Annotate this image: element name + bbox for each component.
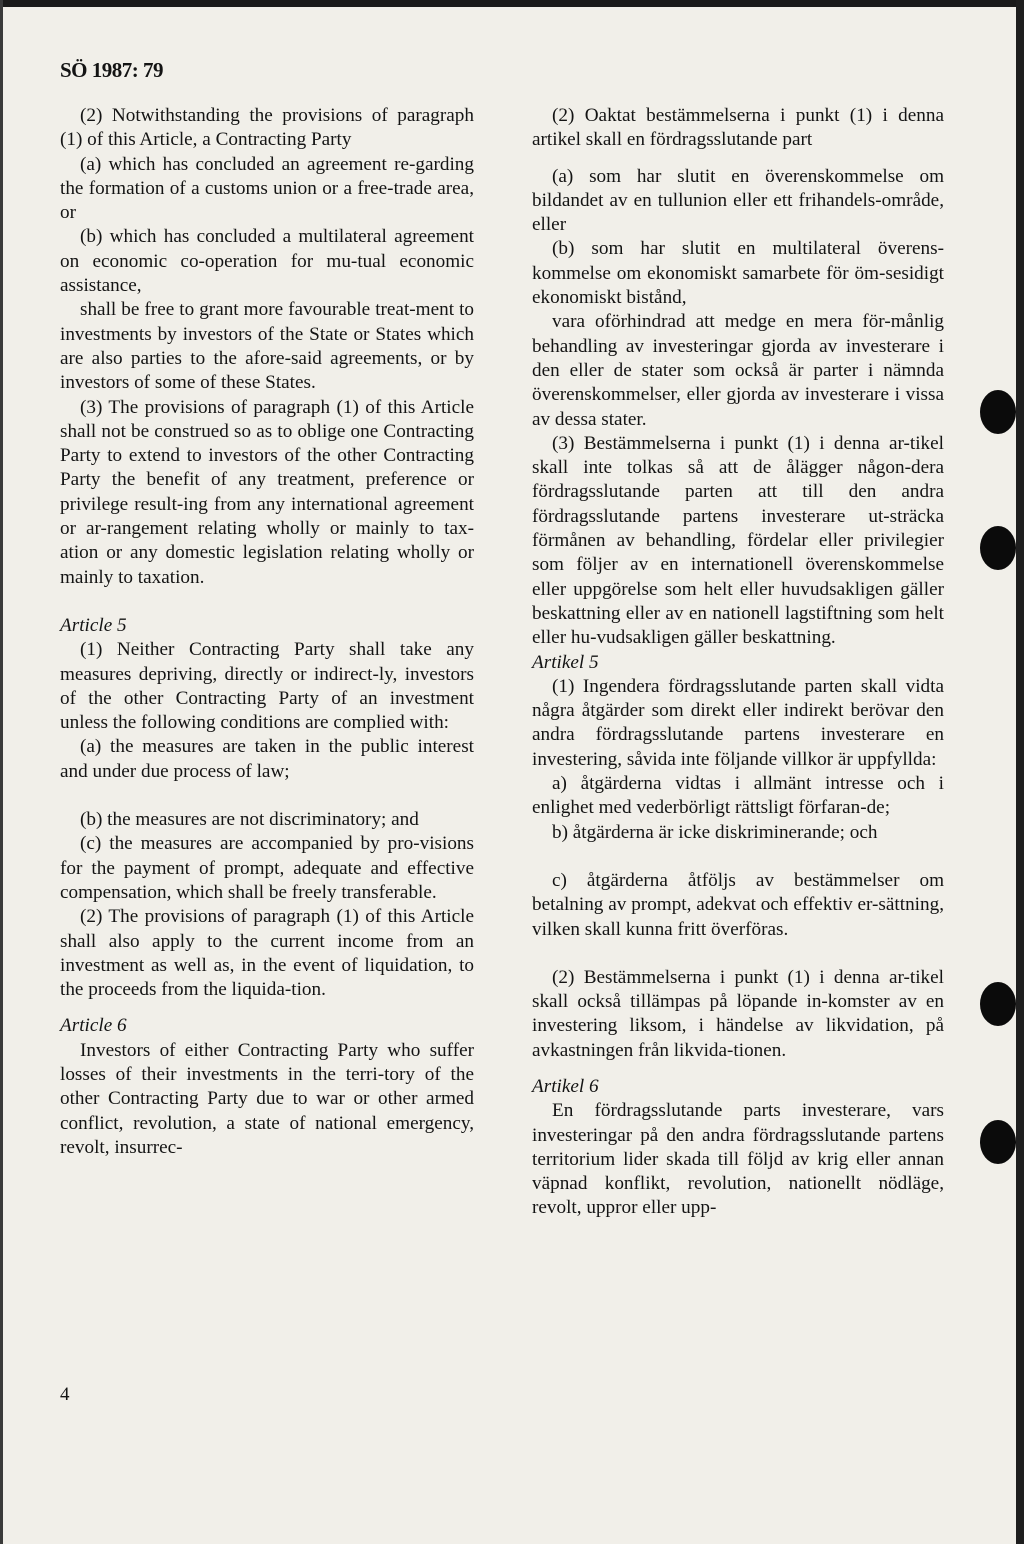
punch-hole-mark	[980, 390, 1016, 434]
sv-article-5-heading: Artikel 5	[532, 651, 599, 673]
punch-hole-mark	[980, 1120, 1016, 1164]
en-paragraph-3: (3) The provisions of paragraph (1) of this Article shall not be construed so as to oblige one Contracting Party to extend to investors of the other Contracting Party the benefit of any treatment, preference or privilege result-ing from any international agreement or ar-rangement relating wholly or mainly to tax-ation or any domestic legislation relating wholly or mainly to taxation.	[60, 396, 474, 588]
sv-paragraph-2-close: vara oförhindrad att medge en mera för-månlig behandling av investeringar gjorda av investerare i den eller de stater som också är parter i nämnda överenskommelser, eller gjorda av investerare i vissa av dessa stater.	[532, 311, 944, 430]
top-edge-rule	[0, 0, 1024, 7]
punch-hole-mark	[980, 526, 1016, 570]
spacer	[532, 845, 944, 869]
sv-article-5-item-c: c) åtgärderna åtföljs av bestämmelser om betalning av prompt, adekvat och effektiv er-sättning, vilken skall kunna fritt överföras.	[532, 869, 944, 940]
spacer	[60, 1002, 474, 1014]
spacer	[532, 153, 944, 165]
sv-article-6-heading: Artikel 6	[532, 1075, 599, 1097]
punch-hole-mark	[980, 982, 1016, 1026]
en-article-5-item-c: (c) the measures are accompanied by pro-visions for the payment of prompt, adequate and effective compensation, which shall be freely transferable.	[60, 833, 474, 903]
sv-article-5-item-b: b) åtgärderna är icke diskriminerande; och	[552, 821, 878, 843]
spacer	[532, 942, 944, 966]
en-article-6-paragraph: Investors of either Contracting Party who suffer losses of their investments in the terri-tory of the other Contracting Party due to war or other armed conflict, revolution, a state of national emergency, revolt, insurrec-	[60, 1039, 474, 1158]
en-article-6-heading: Article 6	[60, 1015, 127, 1037]
sv-paragraph-2-a: (a) som har slutit en överenskommelse om bildandet av en tullunion eller ett frihandels-område, eller	[532, 165, 944, 236]
en-article-5-item-b: (b) the measures are not discriminatory; and	[80, 809, 419, 831]
sv-article-5-item-a: a) åtgärderna vidtas i allmänt intresse och i enlighet med vederbörligt rättsligt förfaran-de;	[532, 773, 944, 819]
en-article-5-paragraph-2: (2) The provisions of paragraph (1) of this Article shall also apply to the current income from an investment as well as, in the event of liquidation, to the proceeds from the liquida-tion.	[60, 906, 474, 1001]
spacer	[60, 590, 474, 614]
en-article-5-heading: Article 5	[60, 614, 127, 636]
swedish-column	[532, 104, 944, 1221]
en-paragraph-2-a: (a) which has concluded an agreement re-garding the formation of a customs union or a free-trade area, or	[60, 153, 474, 224]
page-number: 4	[60, 1384, 70, 1405]
right-edge-rule	[1016, 0, 1024, 1544]
sv-article-5-paragraph-2: (2) Bestämmelserna i punkt (1) i denna ar-tikel skall också tillämpas på löpande in-komster av en investering liksom, i händelse av likvidation, på avkastningen från likvida-tionen.	[532, 966, 944, 1061]
en-article-5-paragraph-1: (1) Neither Contracting Party shall take any measures depriving, directly or indirect-ly, investors of the other Contracting Party of an investment unless the following conditions are complied with:	[60, 639, 474, 734]
sv-paragraph-2-intro: (2) Oaktat bestämmelserna i punkt (1) i denna artikel skall en fördragsslutande part	[532, 105, 944, 151]
en-paragraph-2-intro: (2) Notwithstanding the provisions of paragraph (1) of this Article, a Contracting Party	[60, 105, 474, 151]
left-edge-rule	[0, 0, 3, 1544]
sv-article-5-paragraph-1: (1) Ingendera fördragsslutande parten skall vidta några åtgärder som direkt eller indirekt berövar den andra fördragsslutande partens investerare en investering, såvida inte följande villkor är uppfyllda:	[532, 675, 944, 770]
sv-article-6-paragraph: En fördragsslutande parts investerare, vars investeringar på den andra fördragsslutande partens territorium lider skada till följd av krig eller annan väpnad konflikt, revolution, nationellt nödläge, revolt, uppror eller upp-	[532, 1100, 944, 1219]
spacer	[532, 1063, 944, 1075]
sv-paragraph-3: (3) Bestämmelserna i punkt (1) i denna ar-tikel skall inte tolkas så att de ålägger någon-dera fördragsslutande parten att till den andra fördragsslutande partens investerare ut-sträcka förmånen av behandling, fördelar eller privilegier som följer av en internationell överenskommelse eller uppgörelse som helt eller huvudsakligen gäller beskattning eller av en nationell lagstiftning som helt eller hu-vudsakligen gäller beskattning.	[532, 432, 944, 649]
spacer	[60, 784, 474, 808]
sv-paragraph-2-b: (b) som har slutit en multilateral överens-kommelse om ekonomiskt samarbete för öm-sesidigt ekonomiskt bistånd,	[532, 238, 944, 309]
document-reference: SÖ 1987: 79	[60, 58, 164, 82]
en-paragraph-2-close: shall be free to grant more favourable treat-ment to investments by investors of the State or States which are also parties to the afore-said agreements, or by investors of some of these States.	[60, 299, 474, 394]
en-article-5-item-a: (a) the measures are taken in the public interest and under due process of law;	[60, 736, 474, 782]
en-paragraph-2-b: (b) which has concluded a multilateral agreement on economic co-operation for mu-tual economic assistance,	[60, 226, 474, 297]
english-column	[60, 104, 474, 1160]
